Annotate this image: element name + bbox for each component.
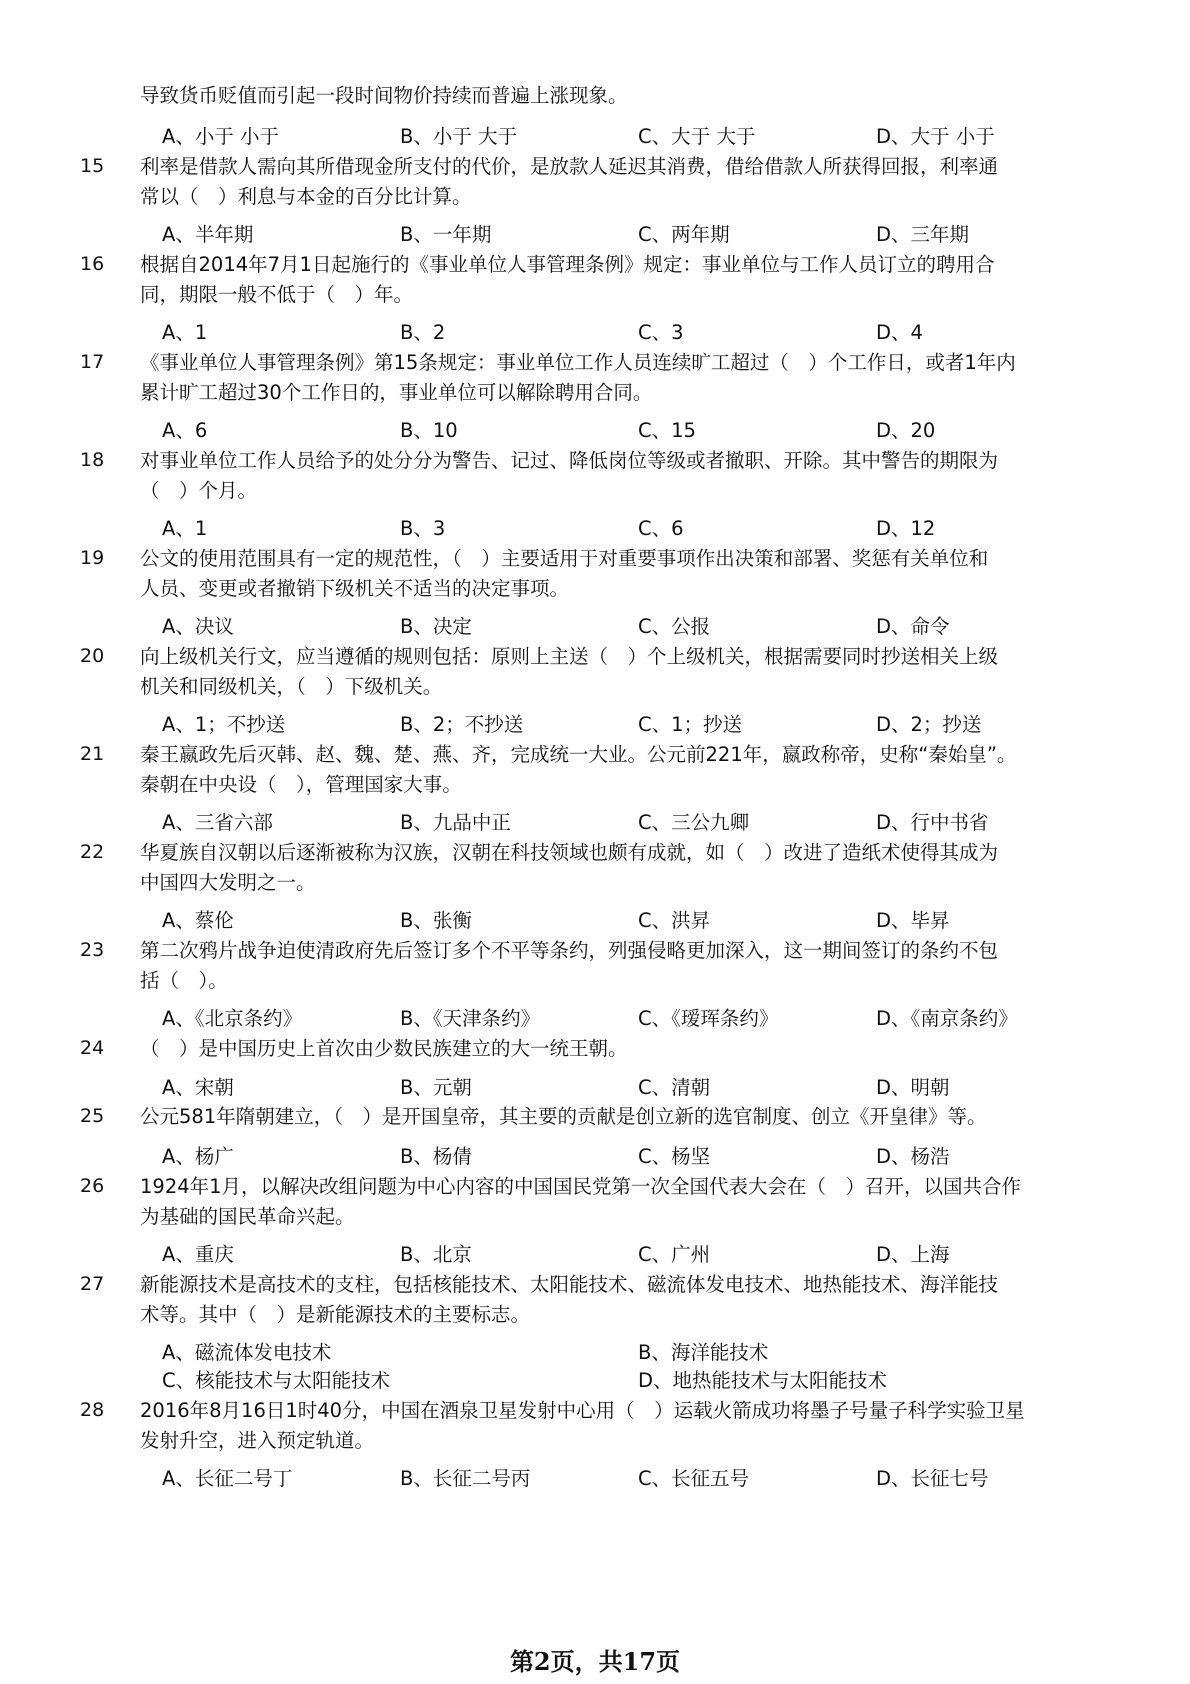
question-line: 对事业单位工作人员给予的处分分为警告、记过、降低岗位等级或者撤职、开除。其中警告的期限为 [140, 449, 999, 472]
option-c: C、15 [638, 419, 696, 442]
question-line: 根据自2014年7月1日起施行的《事业单位人事管理条例》规定：事业单位与工作人员订立的聘用合 [140, 253, 995, 276]
question-line: 秦朝在中央设（ ），管理国家大事。 [140, 773, 462, 796]
question-line: 常以（ ）利息与本金的百分比计算。 [140, 185, 472, 208]
option-c: C、两年期 [638, 223, 730, 246]
question-number: 26 [80, 1175, 105, 1197]
question-number: 17 [80, 351, 105, 373]
option-d: D、毕昇 [876, 909, 950, 932]
question-17-options [0, 417, 1190, 445]
question-21-options [0, 809, 1190, 837]
option-b: B、元朝 [400, 1076, 472, 1099]
continued-question-options [0, 123, 1190, 151]
question-line: 利率是借款人需向其所借现金所支付的代价，是放款人延迟其消费，借给借款人所获得回报，利率通 [140, 155, 999, 178]
question-26-options [0, 1241, 1190, 1269]
question-line: 1924年1月，以解决改组问题为中心内容的中国国民党第一次全国代表大会在（ ）召开，以国共合作 [140, 1175, 1022, 1198]
option-c: C、清朝 [638, 1076, 711, 1099]
question-text [140, 1034, 1100, 1064]
question-line: 新能源技术是高技术的支柱，包括核能技术、太阳能技术、磁流体发电技术、地热能技术、海洋能技 [140, 1273, 999, 1296]
question-line: 第二次鸦片战争迫使清政府先后签订多个不平等条约，列强侵略更加深入，这一期间签订的条约不包 [140, 939, 999, 962]
option-a: A、1；不抄送 [162, 713, 286, 736]
option-c: C、1；抄送 [638, 713, 743, 736]
question-16-options [0, 319, 1190, 347]
option-a: A、长征二号丁 [162, 1467, 293, 1490]
option-d: D、明朝 [876, 1076, 950, 1099]
option-a: A、《北京条约》 [162, 1007, 303, 1030]
option-b: B、2；不抄送 [400, 713, 524, 736]
option-a: A、6 [162, 419, 208, 442]
question-line: 机关和同级机关，（ ）下级机关。 [140, 675, 443, 698]
question-number: 21 [80, 743, 105, 765]
option-b: B、决定 [400, 615, 472, 638]
question-line: 括（ ）。 [140, 969, 228, 992]
question-line: 秦王嬴政先后灭韩、赵、魏、楚、燕、齐，完成统一大业。公元前221年，嬴政称帝，史称“秦始皇”。 [140, 743, 1017, 766]
question-25-options [0, 1143, 1190, 1171]
option-d: D、《南京条约》 [876, 1007, 1018, 1030]
option-d: D、地热能技术与太阳能技术 [638, 1369, 888, 1392]
option-a: A、蔡伦 [162, 909, 234, 932]
option-a: A、1 [162, 517, 208, 540]
question-line: 华夏族自汉朝以后逐渐被称为汉族，汉朝在科技领域也颇有成就，如（ ）改进了造纸术使得其成为 [140, 841, 999, 864]
option-c: C、《瑷珲条约》 [638, 1007, 779, 1030]
option-d: D、20 [876, 419, 936, 442]
question-line: 公元581年隋朝建立，（ ）是开国皇帝，其主要的贡献是创立新的选官制度、创立《开皇律》等。 [140, 1105, 987, 1128]
question-line: 向上级机关行文，应当遵循的规则包括：原则上主送（ ）个上级机关，根据需要同时抄送相关上级 [140, 645, 999, 668]
option-d: D、4 [876, 321, 923, 344]
question-number: 22 [80, 841, 105, 863]
question-line: （ ）个月。 [140, 479, 258, 502]
option-b: B、张衡 [400, 909, 472, 932]
option-a: A、杨广 [162, 1145, 234, 1168]
question-line: 发射升空，进入预定轨道。 [140, 1429, 375, 1452]
question-20-options [0, 711, 1190, 739]
option-b: B、九品中正 [400, 811, 511, 834]
question-text [140, 1102, 1100, 1132]
question-text [140, 740, 1100, 800]
question-line: 《事业单位人事管理条例》第15条规定：事业单位工作人员连续旷工超过（ ）个工作日，或者1年内 [140, 351, 1016, 374]
option-a: A、宋朝 [162, 1076, 234, 1099]
continued-question-text: 导致货币贬值而引起一段时间物价持续而普遍上涨现象。 [140, 84, 628, 107]
question-number: 24 [80, 1037, 105, 1059]
option-b: B、长征二号丙 [400, 1467, 531, 1490]
question-number: 18 [80, 449, 105, 471]
question-line: （ ）是中国历史上首次由少数民族建立的大一统王朝。 [140, 1037, 628, 1060]
question-number: 28 [80, 1399, 105, 1421]
question-23-options [0, 1005, 1190, 1033]
question-24-options [0, 1074, 1190, 1102]
question-text [140, 152, 1100, 212]
option-c: C、洪昇 [638, 909, 711, 932]
question-number: 25 [80, 1105, 105, 1127]
option-a: A、磁流体发电技术 [162, 1341, 332, 1364]
question-number: 20 [80, 645, 105, 667]
option-a: A、半年期 [162, 223, 254, 246]
question-text [140, 1270, 1100, 1330]
question-text [140, 936, 1100, 996]
question-27-options-row1 [0, 1339, 1190, 1367]
question-line: 人员、变更或者撤销下级机关不适当的决定事项。 [140, 577, 570, 600]
option-d: D、2；抄送 [876, 713, 982, 736]
question-text [140, 838, 1100, 898]
question-line: 2016年8月16日1时40分，中国在酒泉卫星发射中心用（ ）运载火箭成功将墨子号量子科学实验卫星 [140, 1399, 1025, 1422]
option-a: A、小于 小于 [162, 125, 280, 148]
option-d: D、行中书省 [876, 811, 989, 834]
option-c: C、杨坚 [638, 1145, 711, 1168]
option-d: D、三年期 [876, 223, 970, 246]
question-18-options [0, 515, 1190, 543]
option-c: C、广州 [638, 1243, 711, 1266]
option-b: B、《天津条约》 [400, 1007, 541, 1030]
question-22-options [0, 907, 1190, 935]
question-19-options [0, 613, 1190, 641]
question-line: 术等。其中（ ）是新能源技术的主要标志。 [140, 1303, 531, 1326]
option-b: B、北京 [400, 1243, 472, 1266]
question-text [140, 348, 1100, 408]
option-a: A、1 [162, 321, 208, 344]
question-28-options [0, 1465, 1190, 1493]
question-15-options [0, 221, 1190, 249]
question-line: 公文的使用范围具有一定的规范性，（ ）主要适用于对重要事项作出决策和部署、奖惩有关单位和 [140, 547, 989, 570]
option-b: B、杨倩 [400, 1145, 472, 1168]
option-c: C、3 [638, 321, 684, 344]
option-d: D、长征七号 [876, 1467, 989, 1490]
option-b: B、一年期 [400, 223, 492, 246]
option-c: C、大于 大于 [638, 125, 756, 148]
question-text [140, 446, 1100, 506]
option-a: A、重庆 [162, 1243, 234, 1266]
option-c: C、6 [638, 517, 684, 540]
question-number: 27 [80, 1273, 105, 1295]
question-number: 19 [80, 547, 105, 569]
question-27-options-row2 [0, 1367, 1190, 1395]
option-c: C、三公九卿 [638, 811, 750, 834]
question-line: 累计旷工超过30个工作日的，事业单位可以解除聘用合同。 [140, 381, 653, 404]
question-number: 15 [80, 155, 105, 177]
option-c: C、核能技术与太阳能技术 [162, 1369, 391, 1392]
question-line: 为基础的国民革命兴起。 [140, 1205, 355, 1228]
question-text [140, 250, 1100, 310]
option-d: D、上海 [876, 1243, 950, 1266]
question-text [140, 642, 1100, 702]
option-d: D、大于 小于 [876, 125, 995, 148]
question-line: 同，期限一般不低于（ ）年。 [140, 283, 414, 306]
option-a: A、决议 [162, 615, 234, 638]
option-d: D、12 [876, 517, 936, 540]
question-text [140, 544, 1100, 604]
option-b: B、海洋能技术 [638, 1341, 769, 1364]
question-line: 中国四大发明之一。 [140, 871, 316, 894]
page-number-footer: 第2页，共17页 [509, 1647, 681, 1676]
option-c: C、公报 [638, 615, 711, 638]
option-a: A、三省六部 [162, 811, 273, 834]
option-c: C、长征五号 [638, 1467, 750, 1490]
question-number: 16 [80, 253, 105, 275]
option-b: B、小于 大于 [400, 125, 518, 148]
question-number: 23 [80, 939, 105, 961]
option-b: B、3 [400, 517, 446, 540]
option-b: B、10 [400, 419, 458, 442]
option-d: D、命令 [876, 615, 950, 638]
question-text [140, 1396, 1100, 1456]
option-b: B、2 [400, 321, 446, 344]
option-d: D、杨浩 [876, 1145, 950, 1168]
question-text [140, 1172, 1100, 1232]
